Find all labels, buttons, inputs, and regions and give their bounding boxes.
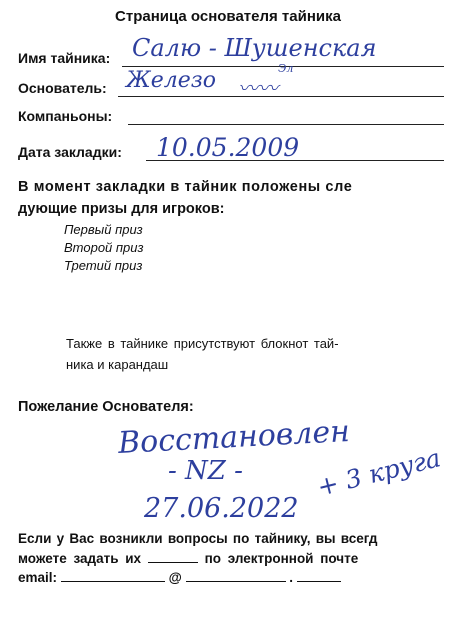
founder-handwritten-signature: 〰〰 bbox=[238, 76, 278, 100]
page-title: Страница основателя тайника bbox=[115, 8, 341, 25]
footer-email-line bbox=[18, 569, 456, 585]
email-label: email: bbox=[18, 570, 58, 585]
notebook-note-line1: Также в тайнике присутствуют блокнот тай- bbox=[66, 336, 339, 351]
date-handwritten: 10.05.2009 bbox=[156, 133, 300, 162]
wish-handwritten-three-circles: + 3 круга bbox=[314, 443, 444, 502]
prizes-intro-line1: В момент закладки в тайник положены сле bbox=[18, 179, 353, 195]
footer-line2-start: можете задать их bbox=[18, 551, 142, 566]
companions-label: Компаньоны: bbox=[18, 108, 113, 124]
prize-item: Второй приз bbox=[64, 240, 144, 255]
email-at-sign: @ bbox=[168, 570, 182, 585]
wish-handwritten-restored: Восстановлен bbox=[117, 413, 351, 462]
date-label: Дата закладки: bbox=[18, 144, 122, 160]
prize-item: Первый приз bbox=[64, 222, 143, 237]
footer-blank bbox=[148, 550, 198, 563]
founder-line bbox=[118, 96, 444, 97]
footer-line2-end: по электронной почте bbox=[204, 551, 359, 566]
wish-handwritten-nz: - NZ - bbox=[168, 456, 243, 486]
founder-label: Основатель: bbox=[18, 80, 107, 96]
footer-line2 bbox=[18, 550, 456, 566]
cache-name-handwritten: Салю - Шушенская bbox=[132, 34, 377, 62]
founder-handwritten-superscript: Эл bbox=[278, 62, 294, 75]
wish-label: Пожелание Основателя: bbox=[18, 399, 194, 415]
footer-line1: Если у Вас возникли вопросы по тайнику, вы всегд bbox=[18, 531, 378, 546]
prizes-intro-line2: дующие призы для игроков: bbox=[18, 201, 225, 217]
wish-handwritten-date: 27.06.2022 bbox=[144, 493, 299, 524]
companions-line bbox=[128, 124, 444, 125]
notebook-note-line2: ника и карандаш bbox=[66, 357, 169, 372]
email-domain-blank bbox=[186, 569, 286, 582]
email-user-blank bbox=[61, 569, 165, 582]
email-tld-blank bbox=[297, 569, 341, 582]
email-dot: . bbox=[289, 570, 294, 585]
founder-handwritten: Железо bbox=[126, 68, 217, 93]
cache-name-label: Имя тайника: bbox=[18, 50, 111, 66]
prize-item: Третий приз bbox=[64, 258, 143, 273]
